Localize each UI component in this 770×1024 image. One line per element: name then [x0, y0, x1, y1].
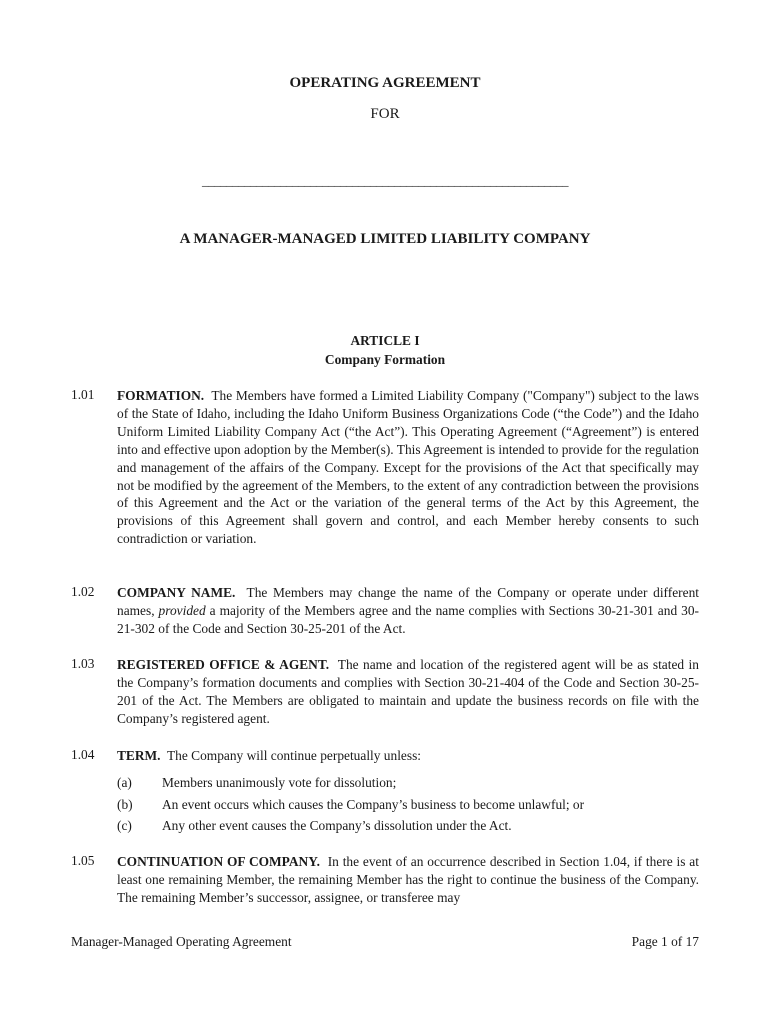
article-name: Company Formation	[324, 352, 446, 367]
section-heading: REGISTERED OFFICE & AGENT.	[117, 657, 330, 672]
list-item	[117, 796, 699, 818]
document-for: FOR	[370, 106, 400, 122]
footer-page-number: Page 1 of 17	[631, 934, 699, 949]
list-item	[117, 774, 699, 796]
section-heading: TERM.	[117, 748, 161, 763]
list-item-text: Members unanimously vote for dissolution;	[162, 775, 397, 790]
section-1-03	[71, 656, 699, 728]
section-body	[117, 584, 699, 638]
article-number: ARTICLE I	[350, 333, 420, 348]
section-number: 1.03	[71, 656, 95, 671]
section-text: The Company will continue perpetually unless:	[167, 748, 421, 763]
section-text: a majority of the Members agree and the name complies with Sections 30-21-301 and 30-21-302 of the Code and Section 30-25-201 of the Act.	[117, 602, 699, 636]
section-number: 1.05	[71, 853, 95, 868]
list-item-label: (a)	[117, 775, 132, 790]
footer-document-name: Manager-Managed Operating Agreement	[71, 934, 292, 949]
section-1-04	[71, 747, 699, 765]
section-body	[117, 656, 699, 728]
list-item-label: (c)	[117, 818, 132, 833]
section-heading: COMPANY NAME.	[117, 585, 236, 600]
section-body	[117, 387, 699, 548]
term-conditions-list	[117, 774, 699, 839]
section-text-italic: provided	[158, 602, 206, 618]
list-item	[117, 817, 699, 839]
section-text: In the event of an occurrence described in Section 1.04, if there is at least one remaining Member, the remaining Member has the right to continue the business of the Company. The remaining Member’s successor, assignee, or transferee may	[117, 854, 699, 905]
list-item-text: Any other event causes the Company’s dissolution under the Act.	[162, 818, 512, 833]
list-item-label: (b)	[117, 796, 133, 812]
section-heading: FORMATION.	[117, 388, 205, 403]
section-text: The Members may change the name of the Company or operate under different names,	[117, 585, 699, 618]
section-number: 1.01	[71, 387, 95, 402]
company-name-blank-line: _____________________________________________________________	[202, 173, 568, 188]
section-body	[117, 853, 699, 907]
section-heading: CONTINUATION OF COMPANY.	[117, 854, 320, 869]
section-body	[117, 747, 699, 765]
section-1-01	[71, 387, 699, 548]
section-text: The Members have formed a Limited Liability Company ("Company") subject to the laws of the State of Idaho, including the Idaho Uniform Business Organizations Code (“the Code”) and the Idaho Uniform Limited Liability Company Act (“the Act”). This Operating Agreement (“Agreement”) is entered into and effective upon adoption by the Member(s). This Agreement is intended to provide for the regulation and management of the affairs of the Company. Except for the provisions of the Act that specifically may not be modified by the agreement of the Members, to the extent of any contradiction between the provisions of this Agreement and the Act or the variation of the general terms of the Act by this Agreement, the provisions of this Agreement shall govern and control, and each Member hereby consents to such contradiction or variation.	[117, 388, 699, 547]
document-title: OPERATING AGREEMENT	[289, 75, 481, 91]
section-1-02	[71, 584, 699, 638]
section-number: 1.04	[71, 747, 95, 762]
section-1-05	[71, 853, 699, 907]
company-type-heading: A MANAGER-MANAGED LIMITED LIABILITY COMPANY	[179, 231, 591, 247]
section-text: The name and location of the registered agent will be as stated in the Company’s formation documents and complies with Section 30-21-404 of the Code and Section 30-25-201 of the Act. The Members are obligated to maintain and update the business records on file with the Company’s registered agent.	[117, 657, 699, 726]
section-number: 1.02	[71, 584, 95, 599]
list-item-text: An event occurs which causes the Company’s business to become unlawful; or	[162, 796, 585, 812]
